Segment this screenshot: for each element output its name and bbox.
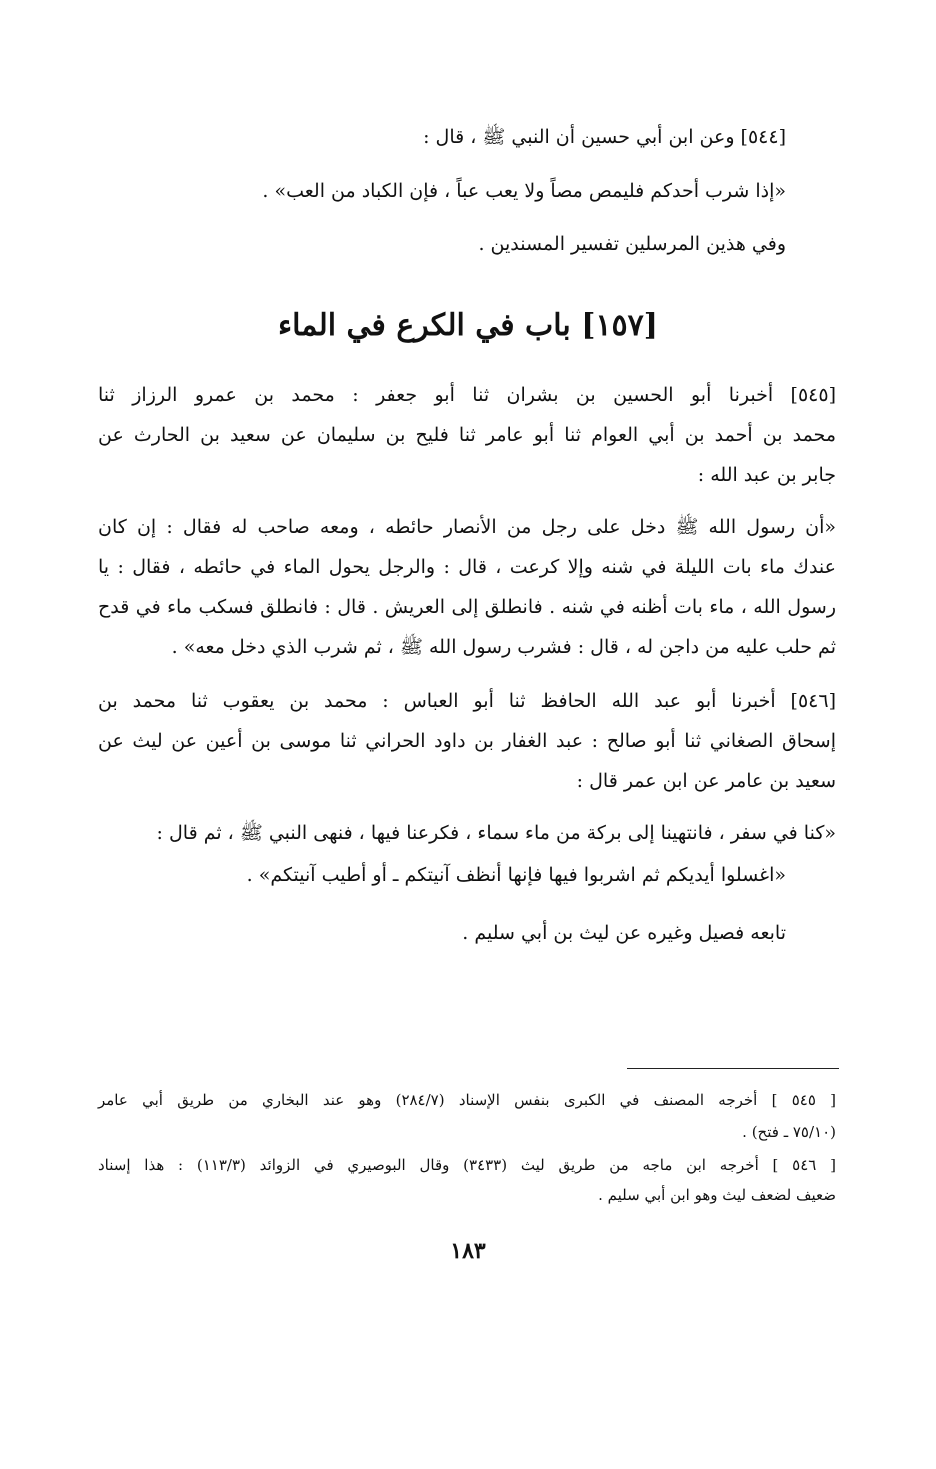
hadith-545-isnad-line-3: جابر بن عبد الله :: [697, 464, 836, 486]
hadith-545-matn-line-2: عندك ماء بات الليلة في شنه وإلا كرعت ، قال : والرجل يحول الماء في حائطه ، فقال : يا: [98, 556, 836, 578]
hadith-546-matn-line-1: «كنا في سفر ، فانتهينا إلى بركة من ماء سماء ، فكرعنا فيها ، فنهى النبي ﷺ ، ثم قال :: [156, 822, 836, 844]
hadith-546-note: تابعه فصيل وغيره عن ليث بن أبي سليم .: [462, 922, 786, 944]
footnote-546-line-2: ضعيف لضعف ليث وهو ابن أبي سليم .: [598, 1186, 836, 1204]
hadith-544-line-2: «إذا شرب أحدكم فليمص مصاً ولا يعب عباً ، فإن الكباد من العب» .: [262, 180, 786, 202]
chapter-heading: [١٥٧] باب في الكرع في الماء: [278, 308, 658, 343]
hadith-546-isnad-line-1: [٥٤٦] أخبرنا أبو عبد الله الحافظ ثنا أبو العباس : محمد بن يعقوب ثنا محمد بن: [98, 690, 836, 712]
hadith-545-matn-line-1: «أن رسول الله ﷺ دخل على رجل من الأنصار حائطه ، ومعه صاحب له فقال : إن كان: [98, 516, 836, 538]
hadith-546-isnad-line-3: سعيد بن عامر عن ابن عمر قال :: [576, 770, 836, 792]
hadith-545-isnad-line-2: محمد بن أحمد بن أبي العوام ثنا أبو عامر ثنا فليح بن سليمان عن سعيد بن الحارث عن: [98, 424, 836, 446]
hadith-546-isnad-line-2: إسحاق الصغاني ثنا أبو صالح : عبد الغفار بن داود الحراني ثنا موسى بن أعين عن ليث عن: [98, 730, 836, 752]
hadith-545-matn-line-3: رسول الله ، ماء بات أظنه في شنه . فانطلق إلى العريش . قال : فانطلق فسكب ماء في قدح: [98, 596, 836, 618]
hadith-546-matn-line-2: «اغسلوا أيديكم ثم اشربوا فيها فإنها أنظف آنيتكم ـ أو أطيب آنيتكم» .: [246, 864, 786, 886]
hadith-545-isnad-line-1: [٥٤٥] أخبرنا أبو الحسين بن بشران ثنا أبو جعفر : محمد بن عمرو الرزاز ثنا: [98, 384, 836, 406]
footnote-545-line-1: [ ٥٤٥ ] أخرجه المصنف في الكبرى بنفس الإسناد (٢٨٤/٧) وهو عند البخاري من طريق أبي عامر: [98, 1091, 836, 1109]
footnote-divider: [627, 1068, 839, 1069]
footnote-546-line-1: [ ٥٤٦ ] أخرجه ابن ماجه من طريق ليث (٣٤٣٣) وقال البوصيري في الزوائد (١١٣/٣) : هذا إسناد: [98, 1156, 836, 1174]
page-number: ١٨٣: [450, 1238, 486, 1264]
hadith-544-line-3: وفي هذين المرسلين تفسير المسندين .: [478, 233, 786, 255]
footnote-545-line-2: (٧٥/١٠ ـ فتح) .: [742, 1123, 836, 1141]
hadith-545-matn-line-4: ثم حلب عليه من داجن له ، قال : فشرب رسول الله ﷺ ، ثم شرب الذي دخل معه» .: [171, 636, 836, 658]
hadith-544-line-1: [٥٤٤] وعن ابن أبي حسين أن النبي ﷺ ، قال :: [423, 126, 786, 148]
